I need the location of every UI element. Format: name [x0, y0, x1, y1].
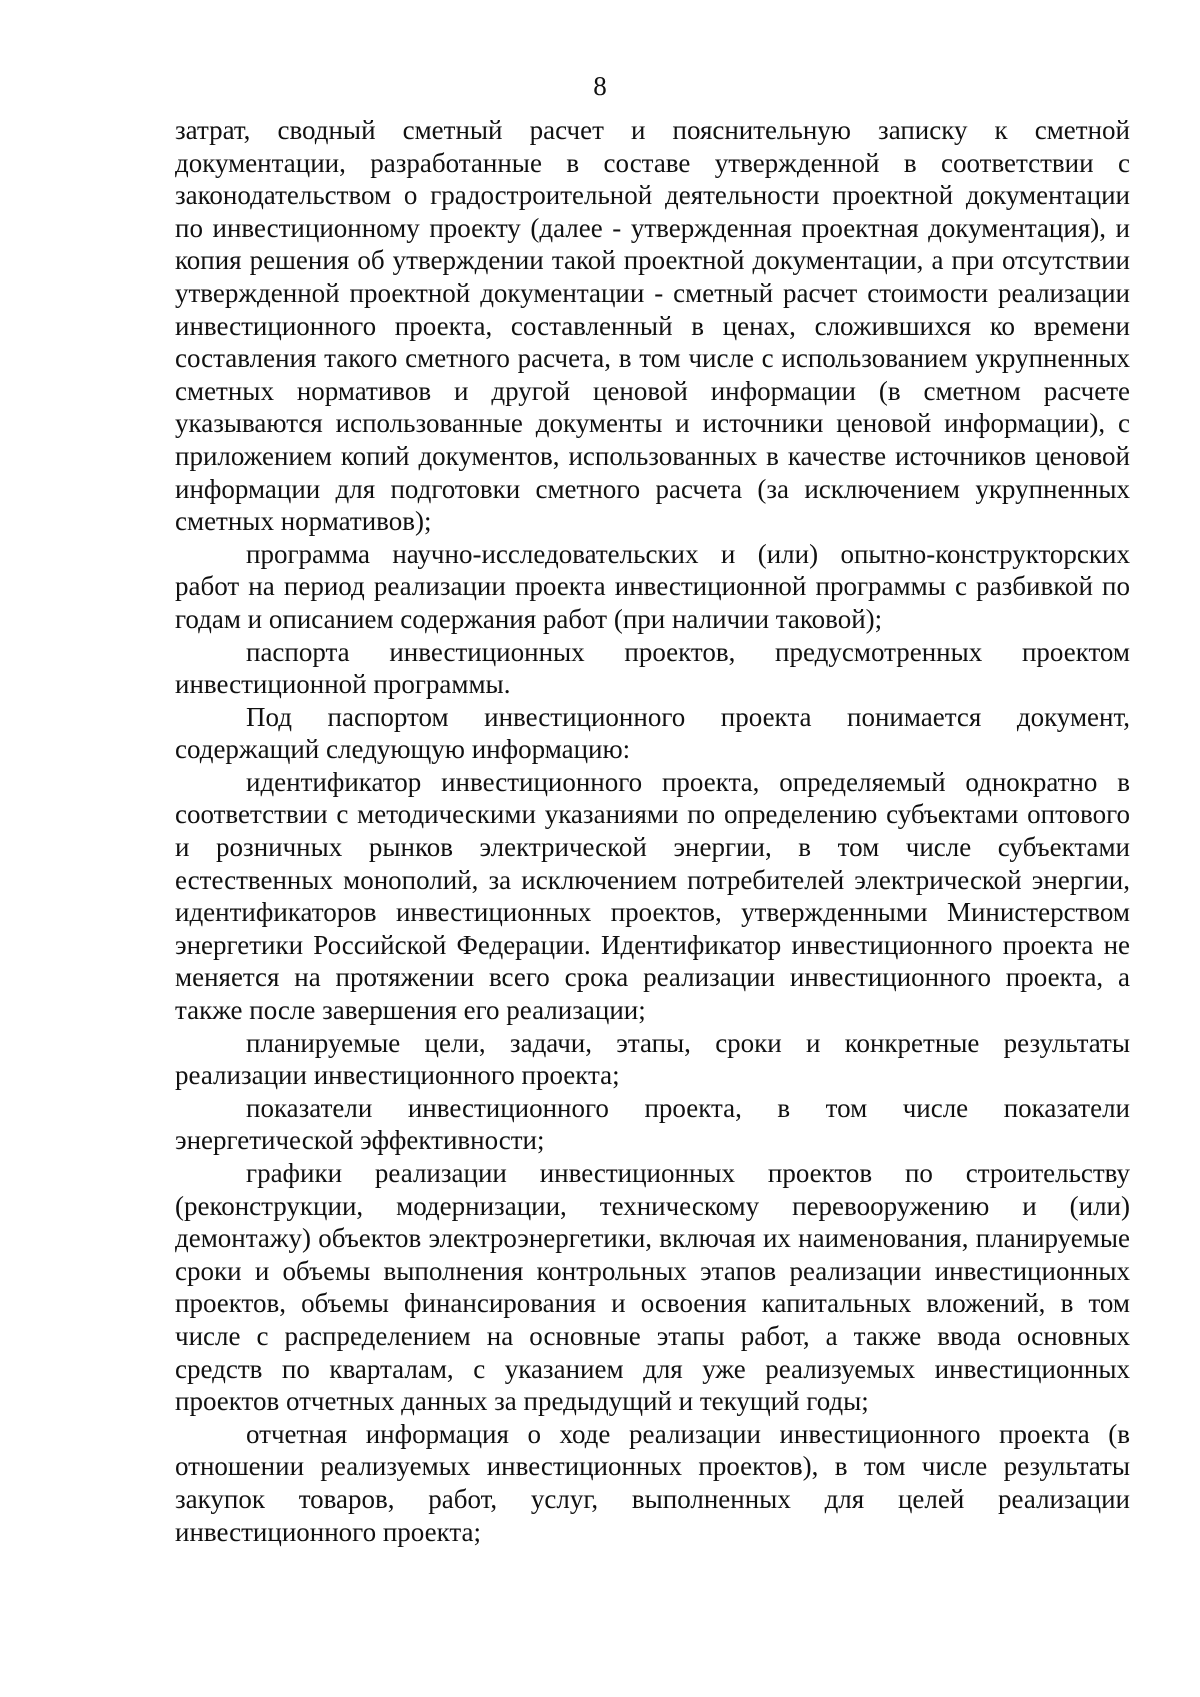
paragraph: Под паспортом инвестиционного проекта понимается документ, содержащий следующую информацию:: [175, 701, 1130, 765]
document-body: [175, 114, 1130, 1548]
paragraph: программа научно-исследовательских и (или) опытно-конструкторских работ на период реализации проекта инвестиционной программы с разбивкой по годам и описанием содержания работ (при наличии таковой);: [175, 538, 1130, 634]
paragraph: графики реализации инвестиционных проектов по строительству (реконструкции, модернизации, техническому перевооружению и (или) демонтажу) объектов электроэнергетики, включая их наименования, планируемые сроки и объемы выполнения контрольных этапов реализации инвестиционных проектов, объемы финансирования и освоения капитальных вложений, в том числе с распределением на основные этапы работ, а также ввода основных средств по кварталам, с указанием для уже реализуемых инвестиционных проектов отчетных данных за предыдущий и текущий годы;: [175, 1158, 1130, 1417]
paragraph: планируемые цели, задачи, этапы, сроки и конкретные результаты реализации инвестиционного проекта;: [175, 1027, 1130, 1091]
paragraph: отчетная информация о ходе реализации инвестиционного проекта (в отношении реализуемых инвестиционных проектов), в том числе результаты закупок товаров, работ, услуг, выполненных для целей реализации инвестиционного проекта;: [175, 1418, 1130, 1547]
paragraph: идентификатор инвестиционного проекта, определяемый однократно в соответствии с методическими указаниями по определению субъектами оптового и розничных рынков электрической энергии, в том числе субъектами естественных монополий, за исключением потребителей электрической энергии, идентификаторов инвестиционных проектов, утвержденными Министерством энергетики Российской Федерации. Идентификатор инвестиционного проекта не меняется на протяжении всего срока реализации инвестиционного проекта, а также после завершения его реализации;: [175, 766, 1130, 1026]
paragraph: показатели инвестиционного проекта, в том числе показатели энергетической эффективности;: [175, 1092, 1130, 1156]
paragraph: паспорта инвестиционных проектов, предусмотренных проектом инвестиционной программы.: [175, 636, 1130, 700]
paragraph: затрат, сводный сметный расчет и пояснительную записку к сметной документации, разработанные в составе утвержденной в соответствии с законодательством о градостроительной деятельности проектной документации по инвестиционному проекту (далее - утвержденная проектная документация), и копия решения об утверждении такой проектной документации, а при отсутствии утвержденной проектной документации - сметный расчет стоимости реализации инвестиционного проекта, составленный в ценах, сложившихся ко времени составления такого сметного расчета, в том числе с использованием укрупненных сметных нормативов и другой ценовой информации (в сметном расчете указываются использованные документы и источники ценовой информации), с приложением копий документов, использованных в качестве источников ценовой информации для подготовки сметного расчета (за исключением укрупненных сметных нормативов);: [175, 115, 1130, 537]
page-number: 8: [593, 71, 607, 101]
